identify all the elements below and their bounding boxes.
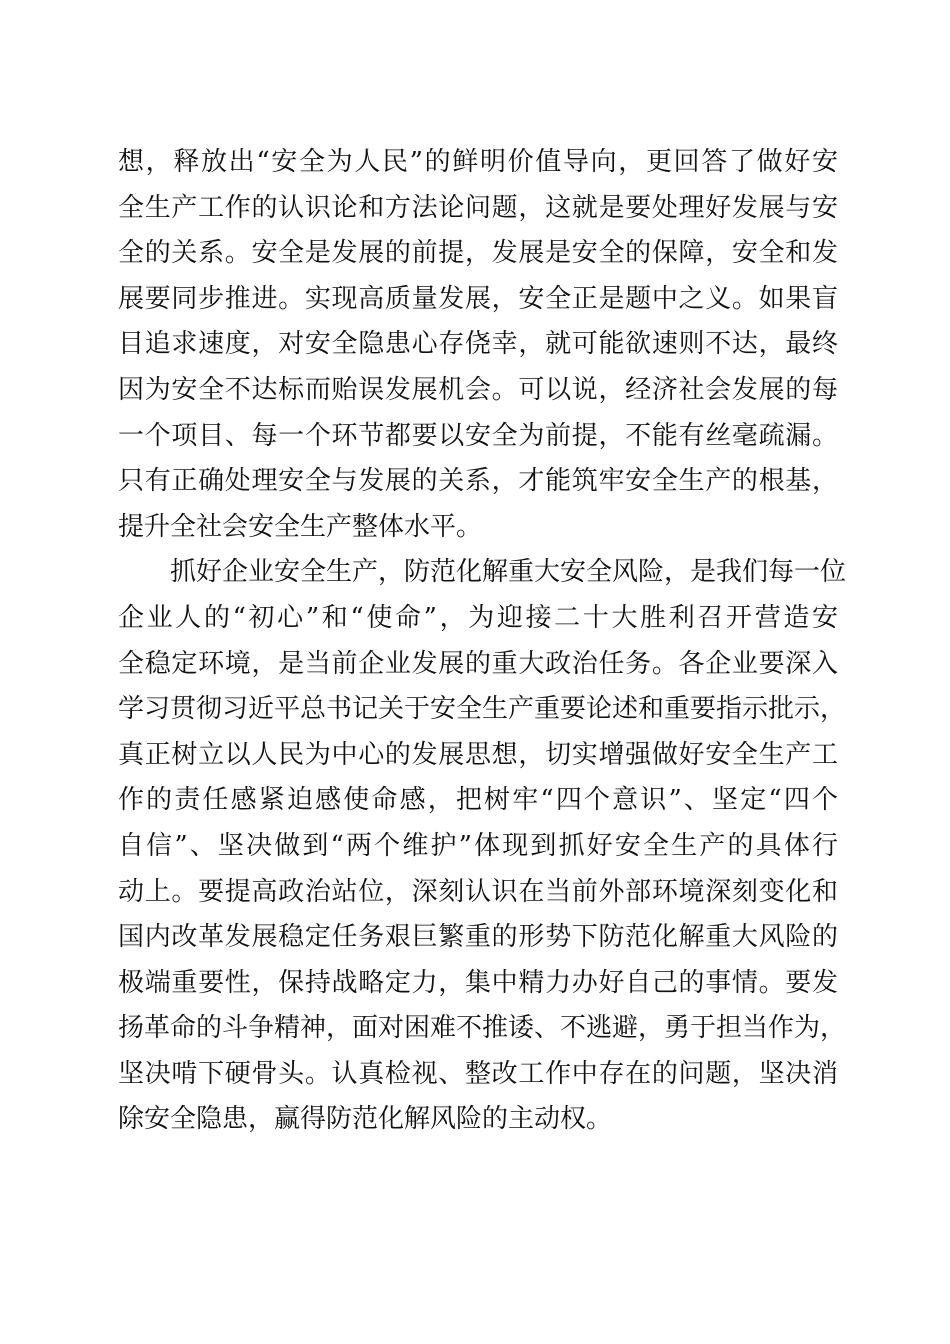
paragraph-2-line-4: 学习贯彻习近平总书记关于安全生产重要论述和重要指示批示， <box>118 694 847 725</box>
paragraph-1-line-8: 只有正确处理安全与发展的关系，才能筑牢安全生产的根基， <box>118 466 838 497</box>
paragraph-2-line-11: 扬革命的斗争精神，面对困难不推诿、不逃避，勇于担当作为， <box>118 1013 847 1044</box>
paragraph-2-line-5: 真正树立以人民为中心的发展思想，切实增强做好安全生产工 <box>118 739 838 770</box>
paragraph-1-line-5: 目追求速度，对安全隐患心存侥幸，就可能欲速则不达，最终 <box>118 329 838 360</box>
paragraph-1-line-6: 因为安全不达标而贻误发展机会。可以说，经济社会发展的每 <box>118 374 838 405</box>
paragraph-2-line-12: 坚决啃下硬骨头。认真检视、整改工作中存在的问题，坚决消 <box>118 1058 838 1089</box>
paragraph-1 <box>118 140 838 550</box>
document-body <box>118 140 847 1143</box>
paragraph-1-line-7: 一个项目、每一个环节都要以安全为前提，不能有丝毫疏漏。 <box>118 420 838 451</box>
paragraph-1-line-2: 全生产工作的认识论和方法论问题，这就是要处理好发展与安 <box>118 192 838 223</box>
paragraph-2-line-7: 自信”、坚决做到“两个维护”体现到抓好安全生产的具体行 <box>118 830 838 861</box>
paragraph-2 <box>118 550 847 1143</box>
paragraph-2-line-6: 作的责任感紧迫感使命感，把树牢“四个意识”、坚定“四个 <box>118 785 838 816</box>
paragraph-1-line-9: 提升全社会安全生产整体水平。 <box>118 511 483 542</box>
paragraph-2-line-9: 国内改革发展稳定任务艰巨繁重的形势下防范化解重大风险的 <box>118 922 838 953</box>
paragraph-1-line-3: 全的关系。安全是发展的前提，发展是安全的保障，安全和发 <box>118 238 838 269</box>
paragraph-2-line-3: 全稳定环境，是当前企业发展的重大政治任务。各企业要深入 <box>118 648 838 679</box>
paragraph-2-line-8: 动上。要提高政治站位，深刻认识在当前外部环境深刻变化和 <box>118 876 838 907</box>
paragraph-2-line-13: 除安全隐患，赢得防范化解风险的主动权。 <box>118 1104 613 1135</box>
paragraph-1-line-1: 想，释放出“安全为人民”的鲜明价值导向，更回答了做好安 <box>118 147 838 177</box>
paragraph-2-line-10: 极端重要性，保持战略定力，集中精力办好自己的事情。要发 <box>118 967 838 998</box>
paragraph-2-line-1: 抓好企业安全生产，防范化解重大安全风险，是我们每一位 <box>170 557 847 588</box>
paragraph-1-line-4: 展要同步推进。实现高质量发展，安全正是题中之义。如果盲 <box>118 283 838 314</box>
paragraph-2-line-2: 企业人的“初心”和“使命”，为迎接二十大胜利召开营造安 <box>118 602 838 633</box>
